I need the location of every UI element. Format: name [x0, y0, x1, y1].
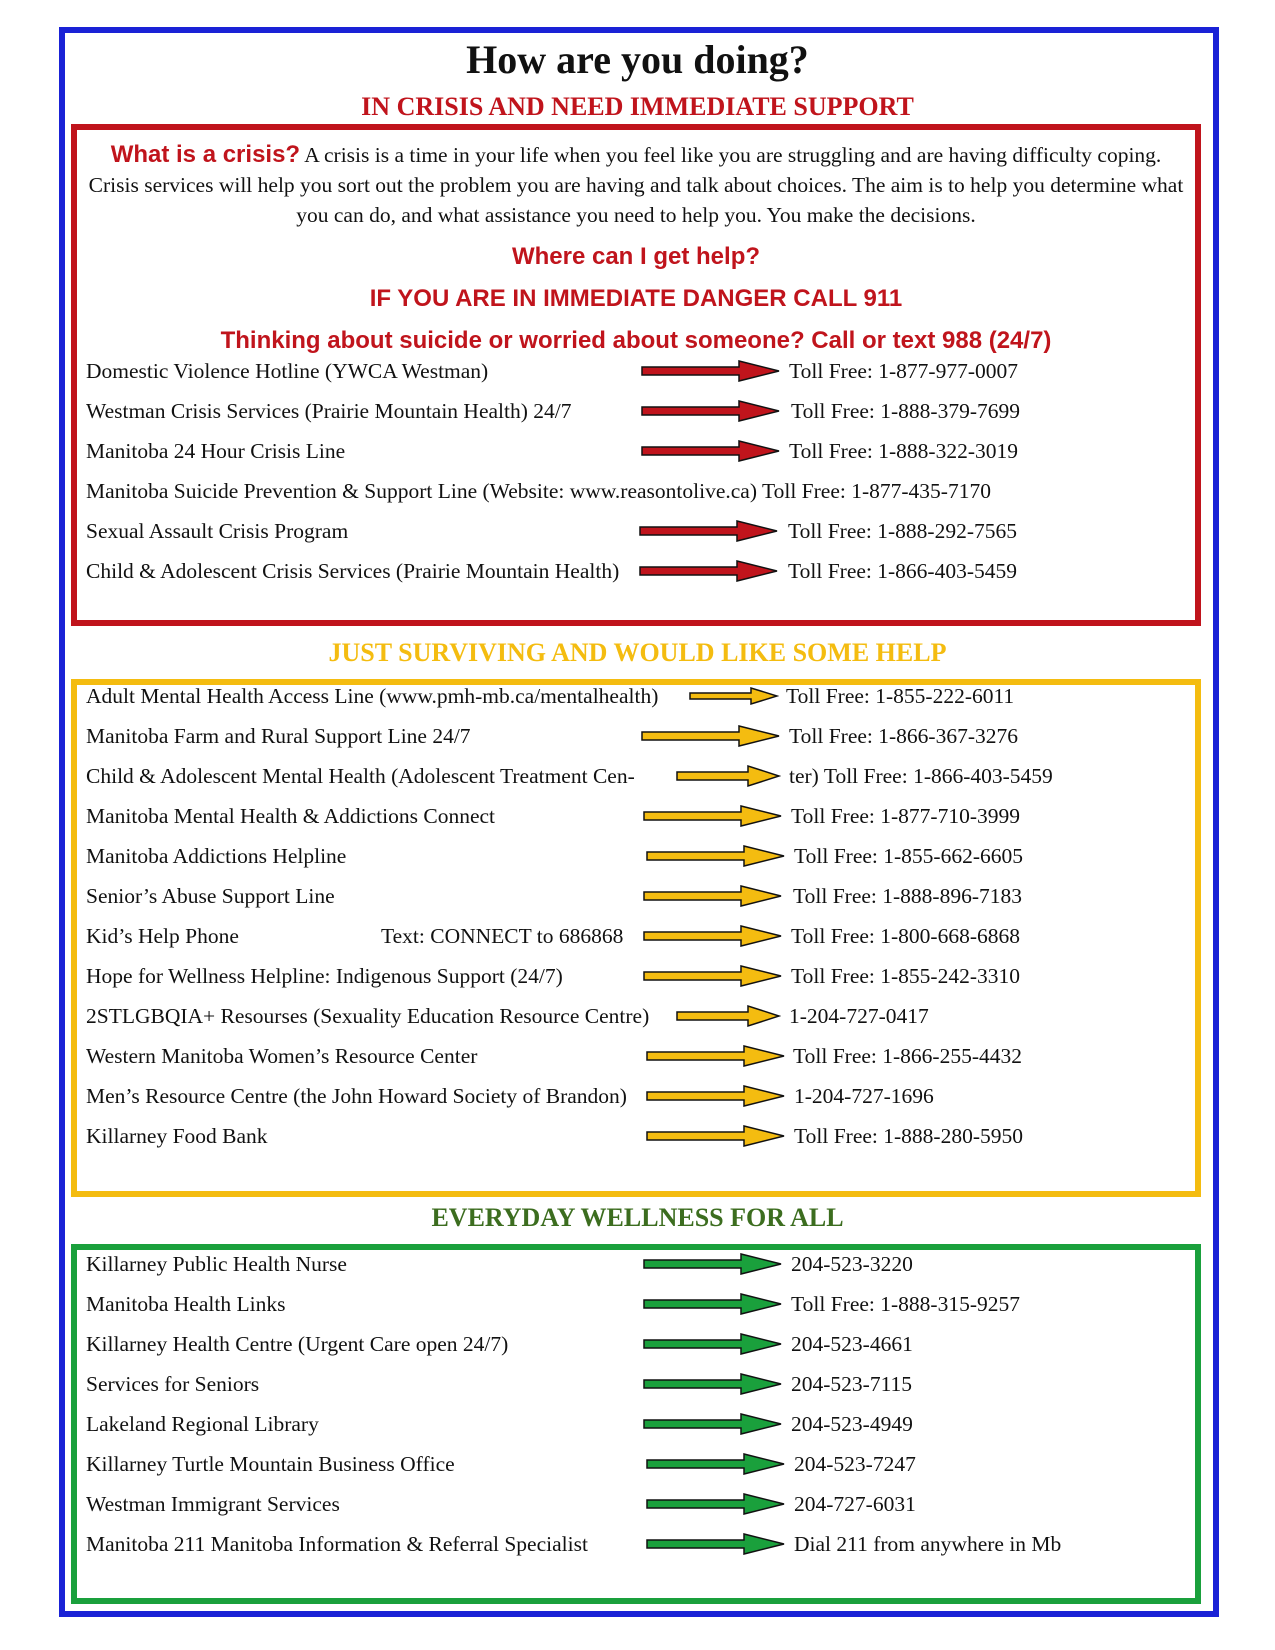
- phone-number: Toll Free: 1-888-322-3019: [789, 439, 1018, 463]
- crisis-row: [86, 516, 1196, 546]
- surviving-row: [86, 721, 1196, 751]
- resource-name: Sexual Assault Crisis Program: [86, 519, 349, 543]
- crisis-intro: [86, 140, 1186, 230]
- arrow-right-icon: [646, 1124, 786, 1148]
- resource-name: Child & Adolescent Crisis Services (Prairie Mountain Health): [86, 559, 620, 583]
- crisis-intro-text: A crisis is a time in your life when you feel like you are struggling and are having difficulty coping. Crisis services will help you sort out the problem you are having and talk about choices. The aim is to help you determine what you can do, and what assistance you need to help you. You make the decisions.: [88, 143, 1184, 227]
- surviving-row: [86, 1081, 1196, 1111]
- where-help-heading: Where can I get help?: [511, 243, 761, 270]
- resource-name: Men’s Resource Centre (the John Howard Society of Brandon): [86, 1084, 627, 1108]
- arrow-right-icon: [639, 559, 779, 583]
- phone-number: 204-523-4949: [791, 1412, 913, 1436]
- phone-number: 204-523-3220: [791, 1252, 913, 1276]
- resource-name: Killarney Public Health Nurse: [86, 1252, 347, 1276]
- phone-number: Toll Free: 1-855-662-6605: [794, 844, 1023, 868]
- resource-name: Manitoba 211 Manitoba Information & Referral Specialist: [86, 1532, 588, 1556]
- wellness-row: [86, 1449, 1196, 1479]
- crisis-row: [86, 556, 1196, 586]
- resource-name: Hope for Wellness Helpline: Indigenous Support (24/7): [86, 964, 563, 988]
- danger-notice: IF YOU ARE IN IMMEDIATE DANGER CALL 911: [369, 285, 903, 312]
- surviving-row: [86, 921, 1196, 951]
- surviving-row: [86, 761, 1196, 791]
- resource-name: 2STLGBQIA+ Resourses (Sexuality Education Resource Centre): [86, 1004, 650, 1028]
- phone-number: 204-523-4661: [791, 1332, 913, 1356]
- surviving-row: [86, 1121, 1196, 1151]
- arrow-right-icon: [643, 1252, 783, 1276]
- suicide-notice: Thinking about suicide or worried about someone? Call or text 988 (24/7): [220, 327, 1052, 354]
- arrow-right-icon: [646, 1452, 786, 1476]
- resource-name: Killarney Turtle Mountain Business Office: [86, 1452, 455, 1476]
- phone-number: Toll Free: 1-800-668-6868: [791, 924, 1020, 948]
- wellness-row: [86, 1329, 1196, 1359]
- resource-name: Senior’s Abuse Support Line: [86, 884, 335, 908]
- arrow-right-icon: [646, 1084, 786, 1108]
- phone-number: Dial 211 from anywhere in Mb: [794, 1532, 1062, 1556]
- arrow-right-icon: [643, 964, 783, 988]
- resource-name: Manitoba 24 Hour Crisis Line: [86, 439, 346, 463]
- phone-number: Toll Free: 1-877-710-3999: [791, 804, 1020, 828]
- resource-name: Manitoba Mental Health & Addictions Connect: [86, 804, 496, 828]
- wellness-row: [86, 1289, 1196, 1319]
- surviving-row: [86, 841, 1196, 871]
- crisis-row: [86, 356, 1196, 386]
- surviving-row: [86, 1001, 1196, 1031]
- wellness-row: [86, 1489, 1196, 1519]
- phone-number: 204-523-7247: [794, 1452, 916, 1476]
- arrow-right-icon: [643, 1332, 783, 1356]
- resource-name: Killarney Health Centre (Urgent Care open 24/7): [86, 1332, 509, 1356]
- phone-number: 204-727-6031: [794, 1492, 916, 1516]
- resource-name: Western Manitoba Women’s Resource Center: [86, 1044, 478, 1068]
- resource-name: Killarney Food Bank: [86, 1124, 268, 1148]
- crisis-row: [86, 476, 1196, 506]
- arrow-right-icon: [643, 1292, 783, 1316]
- resource-name: Manitoba Health Links: [86, 1292, 286, 1316]
- arrow-right-icon: [646, 844, 786, 868]
- arrow-right-icon: [646, 1532, 786, 1556]
- phone-number: Toll Free: 1-877-977-0007: [789, 359, 1018, 383]
- resource-name: Domestic Violence Hotline (YWCA Westman): [86, 359, 489, 383]
- resource-name: Kid’s Help Phone: [86, 924, 239, 948]
- resource-name: Westman Crisis Services (Prairie Mountain Health) 24/7: [86, 399, 572, 423]
- arrow-right-icon: [643, 804, 783, 828]
- wellness-row: [86, 1529, 1196, 1559]
- surviving-heading: JUST SURVIVING AND WOULD LIKE SOME HELP: [328, 638, 947, 667]
- resource-name: Manitoba Addictions Helpline: [86, 844, 347, 868]
- wellness-row: [86, 1369, 1196, 1399]
- phone-number: 204-523-7115: [791, 1372, 913, 1396]
- arrow-right-icon: [646, 1492, 786, 1516]
- surviving-row: [86, 681, 1196, 711]
- resource-name: Child & Adolescent Mental Health (Adolescent Treatment Cen-: [86, 764, 635, 788]
- arrow-right-icon: [676, 1004, 781, 1028]
- phone-number: Toll Free: 1-866-367-3276: [789, 724, 1018, 748]
- resource-name: Manitoba Suicide Prevention & Support Line (Website: www.reasontolive.ca) Toll Free: 1-877-435-7170: [86, 479, 991, 503]
- page-title: How are you doing?: [466, 37, 809, 82]
- resource-name: Westman Immigrant Services: [86, 1492, 340, 1516]
- resource-name: Services for Seniors: [86, 1372, 260, 1396]
- arrow-right-icon: [646, 1044, 786, 1068]
- phone-number: 1-204-727-1696: [794, 1084, 934, 1108]
- arrow-right-icon: [643, 1372, 783, 1396]
- arrow-right-icon: [643, 1412, 783, 1436]
- arrow-right-icon: [641, 359, 781, 383]
- crisis-heading: IN CRISIS AND NEED IMMEDIATE SUPPORT: [361, 92, 914, 121]
- phone-number: Toll Free: 1-888-315-9257: [791, 1292, 1020, 1316]
- crisis-intro-lead: What is a crisis?: [110, 141, 301, 168]
- wellness-row: [86, 1249, 1196, 1279]
- phone-number: Toll Free: 1-888-379-7699: [791, 399, 1020, 423]
- wellness-heading: EVERYDAY WELLNESS FOR ALL: [431, 1203, 844, 1232]
- phone-number: Toll Free: 1-866-403-5459: [788, 559, 1017, 583]
- phone-number: Toll Free: 1-888-292-7565: [788, 519, 1017, 543]
- crisis-row: [86, 396, 1196, 426]
- arrow-right-icon: [641, 399, 781, 423]
- arrow-right-icon: [641, 724, 781, 748]
- surviving-row: [86, 1041, 1196, 1071]
- surviving-row: [86, 801, 1196, 831]
- text-info: Text: CONNECT to 686868: [381, 924, 624, 948]
- arrow-right-icon: [689, 684, 779, 708]
- arrow-right-icon: [643, 924, 783, 948]
- surviving-row: [86, 961, 1196, 991]
- phone-number: Toll Free: 1-888-280-5950: [794, 1124, 1023, 1148]
- arrow-right-icon: [641, 439, 781, 463]
- resource-name: Lakeland Regional Library: [86, 1412, 319, 1436]
- phone-number: ter) Toll Free: 1-866-403-5459: [789, 764, 1053, 788]
- phone-number: Toll Free: 1-855-222-6011: [786, 684, 1015, 708]
- crisis-row: [86, 436, 1196, 466]
- phone-number: Toll Free: 1-866-255-4432: [793, 1044, 1022, 1068]
- surviving-row: [86, 881, 1196, 911]
- phone-number: Toll Free: 1-888-896-7183: [793, 884, 1022, 908]
- resource-name: Manitoba Farm and Rural Support Line 24/7: [86, 724, 471, 748]
- arrow-right-icon: [639, 519, 779, 543]
- arrow-right-icon: [676, 764, 781, 788]
- arrow-right-icon: [643, 884, 783, 908]
- wellness-row: [86, 1409, 1196, 1439]
- phone-number: Toll Free: 1-855-242-3310: [791, 964, 1020, 988]
- phone-number: 1-204-727-0417: [789, 1004, 929, 1028]
- resource-name: Adult Mental Health Access Line (www.pmh-mb.ca/mentalhealth): [86, 684, 659, 708]
